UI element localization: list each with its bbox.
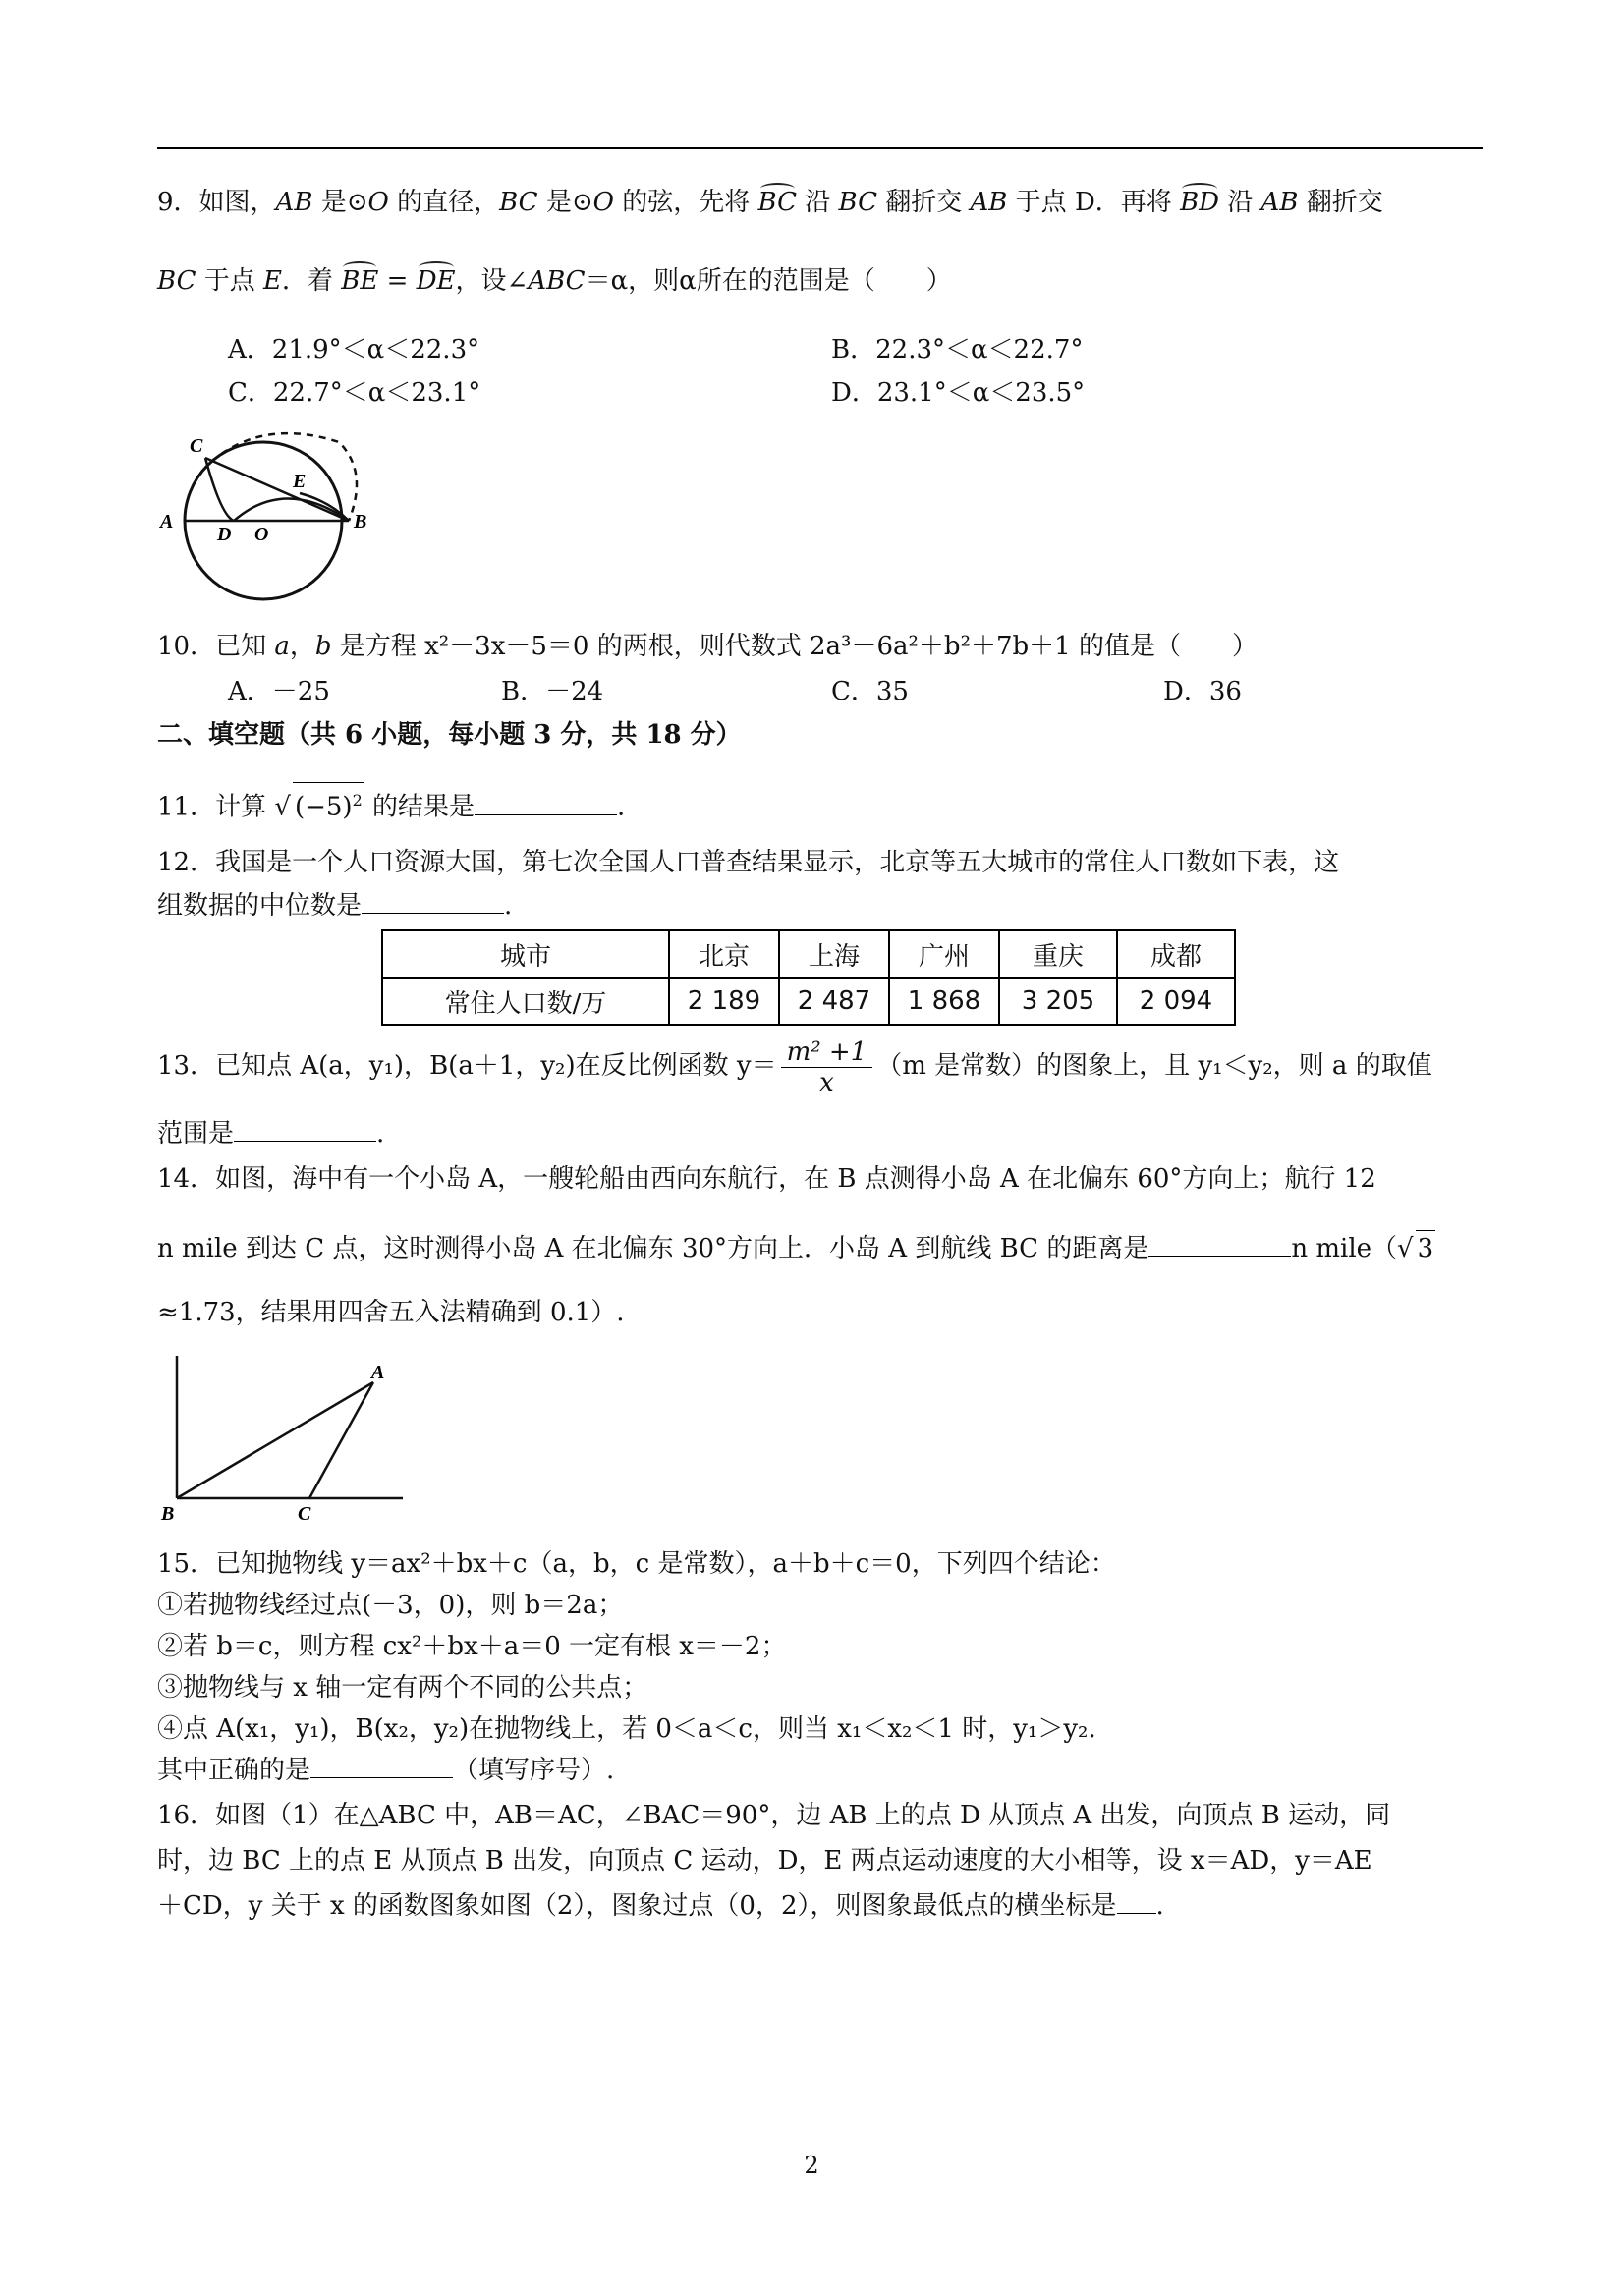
q12-line1: 12．我国是一个人口资源大国，第七次全国人口普查结果显示，北京等五大城市的常住人口数如下表，这 [157, 848, 1340, 877]
table-header-cell: 重庆 [999, 930, 1117, 978]
q14-line1: 14．如图，海中有一个小岛 A，一艘轮船由西向东航行，在 B 点测得小岛 A 在北偏东 60°方向上；航行 12 [157, 1164, 1376, 1194]
fig14-label-c: C [298, 1503, 311, 1525]
q13-fraction: $\frac{\text{m² +1}}{x}$ [781, 1037, 873, 1097]
table-header-row [382, 930, 1235, 978]
q15-conclusion-2: ②若 b＝c，则方程 cx²＋bx＋a＝0 一定有根 x＝－2； [157, 1632, 787, 1661]
q10-option-a: A．－25 [228, 677, 330, 706]
table-header-cell: 广州 [889, 930, 999, 978]
q15-conclusion-1: ①若抛物线经过点(－3，0)，则 b＝2a； [157, 1591, 624, 1620]
q10-option-d: D．36 [1163, 677, 1242, 706]
q16-line1: 16．如图（1）在△ABC 中，AB＝AC，∠BAC＝90°，边 AB 上的点 D 从顶点 A 出发，向顶点 B 运动，同 [157, 1801, 1391, 1830]
q11-line: 11．计算 √ $(-5)^2$ 的结果是 . [157, 782, 625, 825]
q15-conclusion-3: ③抛物线与 x 轴一定有两个不同的公共点； [157, 1673, 648, 1703]
fig9-label-e: E [293, 471, 307, 492]
q9-option-d: D．23.1°＜α＜23.5° [831, 378, 1086, 408]
fig9-label-c: C [190, 435, 203, 457]
q14-line2: n mile 到达 C 点，这时测得小岛 A 在北偏东 30°方向上．小岛 A 到航线 BC 的距离是 n mile（√ 3 [157, 1230, 1435, 1266]
q14-line3: ≈1.73，结果用四舍五入法精确到 0.1）. [157, 1298, 625, 1327]
q9-line2: BC 于点 E．着 BE = DE，设∠ABC＝α，则α所在的范围是（ ） [157, 263, 952, 299]
header-rule [157, 147, 1483, 149]
fig9-label-b: B [354, 511, 367, 532]
q14-island-figure [157, 1351, 413, 1528]
arc-bc: BC [758, 185, 797, 220]
q13-answer-blank [234, 1117, 376, 1142]
table-row-label: 常住人口数/万 [382, 978, 669, 1025]
population-table [381, 929, 1236, 1026]
table-header-cell: 成都 [1117, 930, 1235, 978]
table-cell: 2 094 [1117, 978, 1235, 1025]
q10-line1: 10．已知 a，b 是方程 x²－3x－5＝0 的两根，则代数式 2a³－6a²＋b²＋7b＋1 的值是（ ） [157, 632, 1258, 661]
q13-line1: 13．已知点 A(a，y₁)，B(a＋1，y₂)在反比例函数 y＝ $\frac{\text{m² +1}}{x}$ （m 是常数）的图象上，且 y₁＜y₂，则 a 的取值 [157, 1036, 1432, 1097]
table-header-cell: 上海 [779, 930, 889, 978]
table-header-cell: 城市 [382, 930, 669, 978]
fig9-label-o: O [254, 524, 269, 545]
q14-answer-blank [1148, 1232, 1291, 1257]
arc-bd: BD [1180, 185, 1219, 220]
q16-answer-blank [1117, 1889, 1156, 1914]
q13-line2: 范围是 . [157, 1119, 385, 1148]
q9-option-c: C．22.7°＜α＜23.1° [228, 378, 481, 408]
q16-line3: ＋CD，y 关于 x 的函数图象如图（2），图象过点（0，2），则图象最低点的横坐标是 . [157, 1891, 1164, 1921]
table-cell: 1 868 [889, 978, 999, 1025]
q15-line1: 15．已知抛物线 y＝ax²＋bx＋c（a，b，c 是常数），a＋b＋c＝0，下列四个结论： [157, 1549, 1116, 1579]
section-2-heading: 二、填空题（共 6 小题，每小题 3 分，共 18 分） [157, 720, 742, 750]
q12-line2: 组数据的中位数是 . [157, 891, 513, 921]
fig9-label-d: D [217, 524, 232, 545]
table-header-cell: 北京 [669, 930, 779, 978]
fig9-label-a: A [160, 511, 174, 532]
fig14-label-a: A [371, 1362, 385, 1383]
q15-conclusion-4: ④点 A(x₁，y₁)，B(x₂，y₂)在抛物线上，若 0＜a＜c，则当 x₁＜x₂＜1 时，y₁＞y₂. [157, 1714, 1096, 1744]
table-cell: 2 189 [669, 978, 779, 1025]
q15-answer-blank [310, 1754, 453, 1778]
table-row [382, 978, 1235, 1025]
arc-de: DE [417, 263, 456, 299]
table-cell: 2 487 [779, 978, 889, 1025]
fig14-label-b: B [161, 1503, 175, 1525]
q10-option-c: C．35 [831, 677, 909, 706]
q11-answer-blank [475, 791, 617, 815]
q9-line1: 9．如图，AB 是⊙O 的直径，BC 是⊙O 的弦，先将 BC 沿 BC 翻折交 AB 于点 D．再将 BD 沿 AB 翻折交 [157, 185, 1383, 220]
q10-option-b: B．－24 [501, 677, 604, 706]
q9-option-a: A．21.9°＜α＜22.3° [228, 335, 480, 364]
table-cell: 3 205 [999, 978, 1117, 1025]
page-number: 2 [804, 2152, 819, 2179]
q16-line2: 时，边 BC 上的点 E 从顶点 B 出发，向顶点 C 运动，D，E 两点运动速度的大小相等，设 x＝AD，y＝AE [157, 1846, 1372, 1876]
arc-be: BE [341, 263, 378, 299]
q9-circle-figure [152, 422, 388, 609]
q12-answer-blank [362, 889, 504, 914]
q9-option-b: B．22.3°＜α＜22.7° [831, 335, 1084, 364]
q15-last-line: 其中正确的是 （填写序号）. [157, 1756, 615, 1785]
